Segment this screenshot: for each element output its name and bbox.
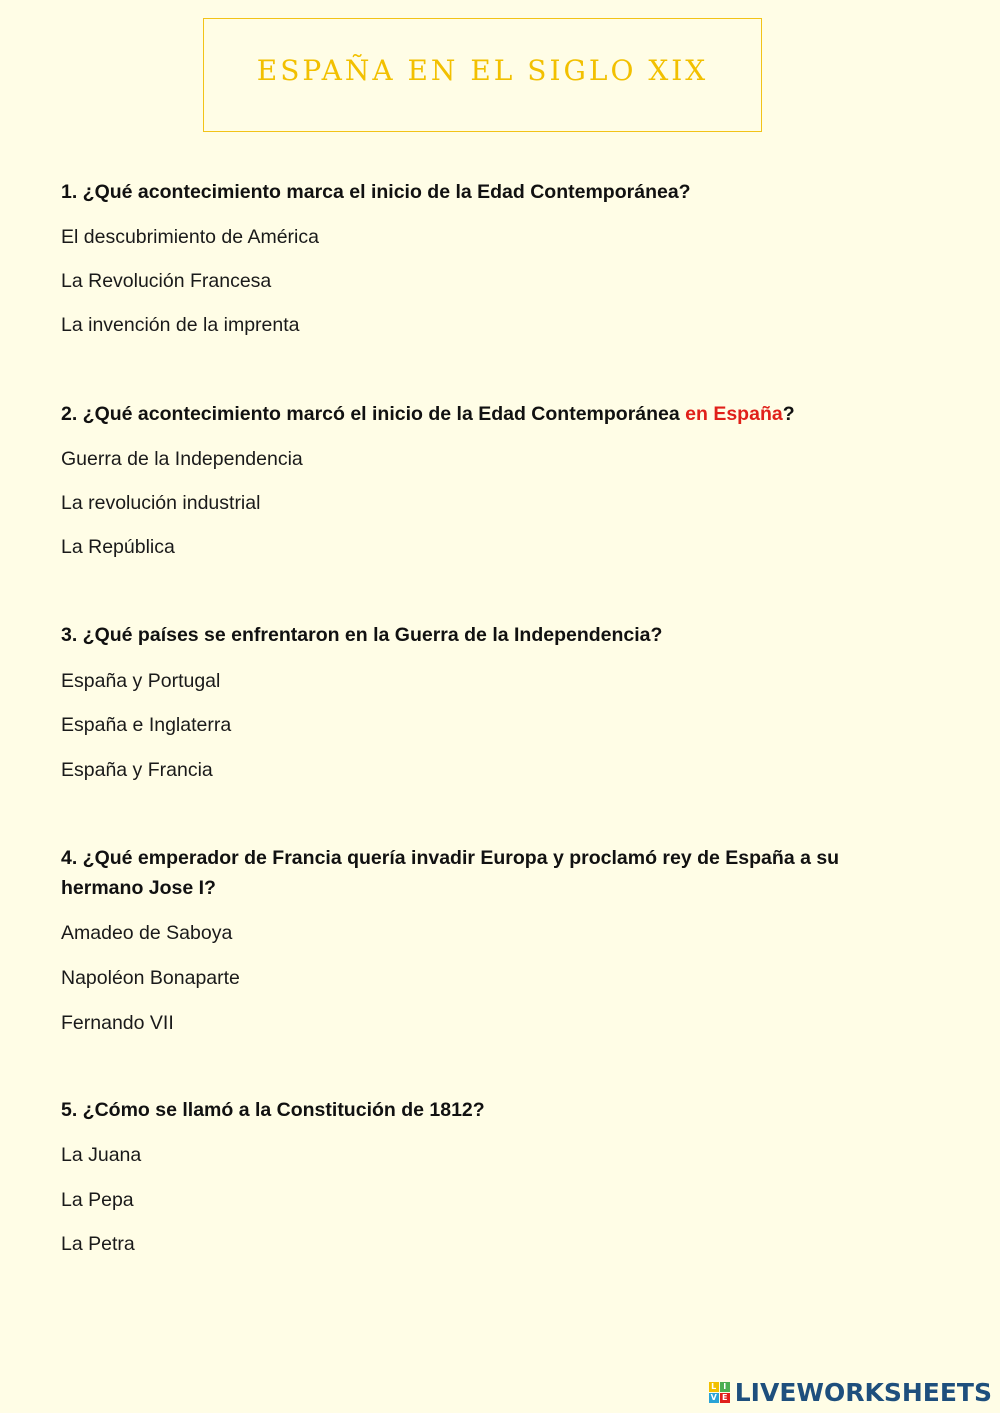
question-2 — [61, 399, 921, 429]
question-5: 5. ¿Cómo se llamó a la Constitución de 1812? — [61, 1099, 485, 1121]
title-box — [203, 18, 762, 132]
logo-icon-v: V — [710, 1393, 717, 1402]
liveworksheets-logo-icon — [709, 1382, 730, 1403]
answer-3-2[interactable]: España e Inglaterra — [61, 714, 232, 736]
liveworksheets-logo — [709, 1378, 992, 1407]
logo-icon-i: I — [720, 1382, 730, 1392]
answer-5-2[interactable]: La Pepa — [61, 1189, 134, 1211]
logo-text: LIVEWORKSHEETS — [734, 1378, 992, 1407]
answer-3-1[interactable]: España y Portugal — [61, 670, 221, 692]
question-4 — [61, 843, 921, 903]
answer-1-3[interactable]: La invención de la imprenta — [61, 314, 300, 336]
answer-2-3[interactable]: La República — [61, 536, 175, 558]
answer-1-2[interactable]: La Revolución Francesa — [61, 270, 272, 292]
answer-2-1[interactable]: Guerra de la Independencia — [61, 448, 303, 470]
question-4-line-1: 4. ¿Qué emperador de Francia quería invadir Europa y proclamó rey de España a su — [61, 847, 840, 869]
question-1: 1. ¿Qué acontecimiento marca el inicio de la Edad Contemporánea? — [61, 181, 691, 203]
question-2-text: 2. ¿Qué acontecimiento marcó el inicio de la Edad Contemporánea — [61, 403, 686, 425]
logo-icon-e: E — [720, 1393, 730, 1403]
page-title: ESPAÑA EN EL SIGLO XIX — [256, 53, 709, 87]
answer-3-3[interactable]: España y Francia — [61, 759, 213, 781]
question-3: 3. ¿Qué países se enfrentaron en la Guerra de la Independencia? — [61, 624, 663, 646]
question-4-line-2: hermano Jose I? — [61, 877, 216, 899]
answer-4-2[interactable]: Napoléon Bonaparte — [61, 967, 240, 989]
question-2-highlight: en España — [685, 403, 783, 425]
answer-2-2[interactable]: La revolución industrial — [61, 492, 261, 514]
answer-4-3[interactable]: Fernando VII — [61, 1012, 174, 1034]
answer-4-1[interactable]: Amadeo de Saboya — [61, 922, 233, 944]
question-2-end: ? — [782, 403, 795, 425]
answer-5-3[interactable]: La Petra — [61, 1233, 135, 1255]
answer-1-1[interactable]: El descubrimiento de América — [61, 226, 319, 248]
logo-icon-l: L — [709, 1382, 719, 1392]
answer-5-1[interactable]: La Juana — [61, 1144, 142, 1166]
